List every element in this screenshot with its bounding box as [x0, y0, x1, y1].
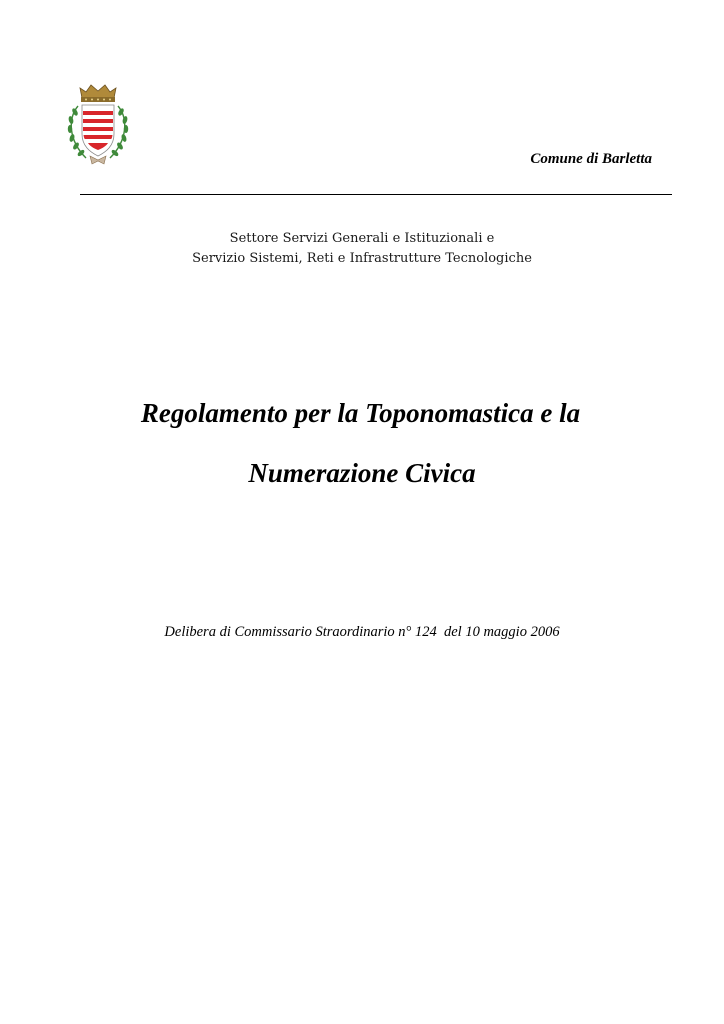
resolution-reference: Delibera di Commissario Straordinario n° 124 del 10 maggio 2006	[164, 624, 560, 640]
department-line-2: Servizio Sistemi, Reti e Infrastrutture Tecnologiche	[192, 251, 532, 266]
document-title	[0, 383, 724, 503]
coat-of-arms-icon	[66, 84, 130, 168]
department-line-1: Settore Servizi Generali e Istituzionali e	[229, 231, 495, 246]
title-line-1: Regolamento per la Toponomastica e la	[140, 398, 581, 428]
shield-icon	[82, 105, 114, 156]
crown-icon	[80, 85, 116, 102]
ribbon-icon	[90, 156, 106, 164]
header-divider	[80, 194, 672, 195]
municipality-name: Comune di Barletta	[530, 151, 652, 167]
title-line-2: Numerazione Civica	[248, 458, 476, 488]
department-block	[0, 229, 724, 269]
